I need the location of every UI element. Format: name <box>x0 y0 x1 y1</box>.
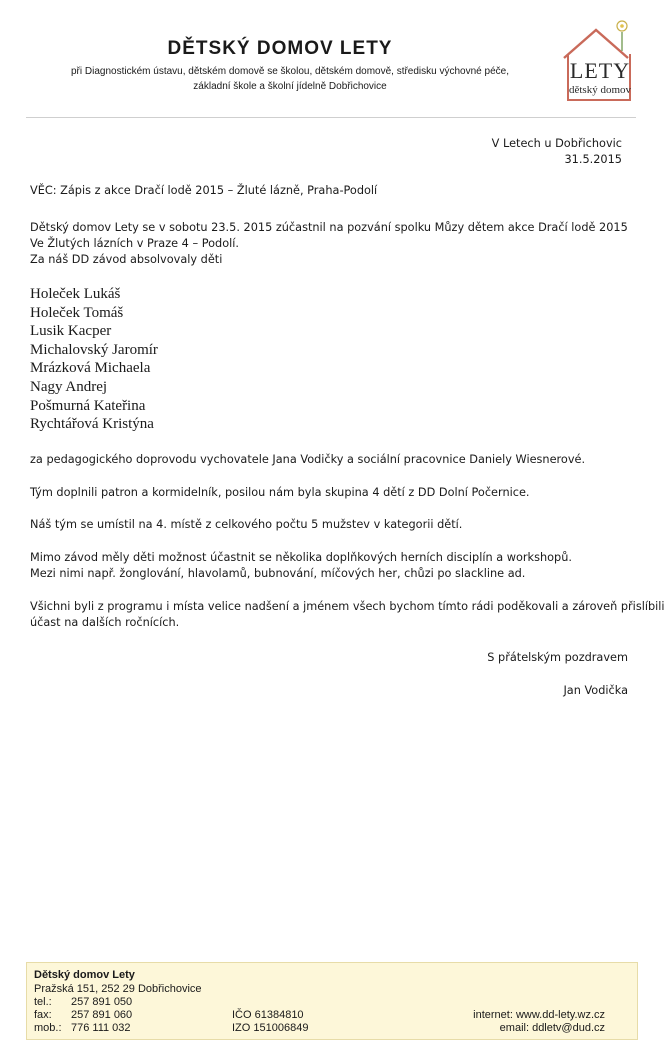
list-item: Pošmurná Kateřina <box>30 397 146 414</box>
list-item: Michalovský Jaromír <box>30 341 158 358</box>
closing-greeting: S přátelským pozdravem <box>487 651 628 664</box>
organization-subtitle-line-1: při Diagnostickém ústavu, dětském domově se školou, dětském domově, středisku výchovné péče, <box>71 66 509 77</box>
footer-mob: 776 111 032 <box>71 1022 131 1034</box>
footer-fax: 257 891 060 <box>71 1009 133 1021</box>
result-paragraph: Náš tým se umístil na 4. místě z celkového počtu 5 mužstev v kategorii dětí. <box>30 518 463 531</box>
footer-ico: IČO 61384810 <box>232 1009 304 1021</box>
footer-tel: 257 891 050 <box>71 996 133 1008</box>
footer-internet[interactable]: internet: www.dd-lety.wz.cz <box>473 1009 605 1021</box>
list-item: Rychtářová Kristýna <box>30 416 154 433</box>
list-item: Holeček Lukáš <box>30 286 121 302</box>
intro-line-2: Ve Žlutých lázních v Praze 4 – Podolí. <box>30 237 239 250</box>
letter-place: V Letech u Dobřichovic <box>491 137 622 150</box>
intro-line-1: Dětský domov Lety se v sobotu 23.5. 2015 zúčastnil na pozvání spolku Můzy dětem akce Dračí lodě 2015 <box>30 221 628 234</box>
list-item: Nagy Andrej <box>30 379 108 395</box>
footer-tel-label: tel.: <box>34 996 52 1008</box>
logo-subtitle: dětský domov <box>568 84 632 96</box>
logo-word: LETY <box>569 58 631 83</box>
thanks-line-2: účast na dalších ročnících. <box>30 616 180 629</box>
list-item: Holeček Tomáš <box>30 304 124 321</box>
header-divider <box>26 117 636 118</box>
logo <box>558 14 642 104</box>
footer-izo: IZO 151006849 <box>232 1022 309 1034</box>
escort-paragraph: za pedagogického doprovodu vychovatele Jana Vodičky a sociální pracovnice Daniely Wiesnerové. <box>30 453 586 466</box>
intro-line-3: Za náš DD závod absolvovaly děti <box>30 253 223 266</box>
organization-title: DĚTSKÝ DOMOV LETY <box>167 38 393 59</box>
signature: Jan Vodička <box>563 684 628 697</box>
footer-contact-box <box>26 962 638 1040</box>
letter-date: 31.5.2015 <box>564 153 622 166</box>
footer-address: Pražská 151, 252 29 Dobřichovice <box>34 983 202 995</box>
extra-line-1: Mimo závod měly děti možnost účastnit se několika doplňkových herních disciplín a workshopů. <box>30 551 572 564</box>
list-item: Mrázková Michaela <box>30 360 151 377</box>
footer-mob-label: mob.: <box>34 1022 62 1034</box>
team-paragraph: Tým doplnili patron a kormidelník, posilou nám byla skupina 4 dětí z DD Dolní Počernice. <box>30 486 530 499</box>
organization-subtitle-line-2: základní škole a školní jídelně Dobřichovice <box>193 81 387 92</box>
list-item: Lusik Kacper <box>30 323 112 340</box>
footer-org-name: Dětský domov Lety <box>34 969 135 981</box>
letter-subject: VĚC: Zápis z akce Dračí lodě 2015 – Žluté lázně, Praha-Podolí <box>30 184 378 197</box>
extra-line-2: Mezi nimi např. žonglování, hlavolamů, bubnování, míčových her, chůzi po slackline ad. <box>30 567 526 580</box>
footer-fax-label: fax: <box>34 1009 52 1021</box>
thanks-line-1: Všichni byli z programu i místa velice nadšení a jménem všech bychom tímto rádi poděkovali a zároveň přislíbili <box>30 600 665 613</box>
footer-email[interactable]: email: ddletv@dud.cz <box>499 1022 605 1034</box>
